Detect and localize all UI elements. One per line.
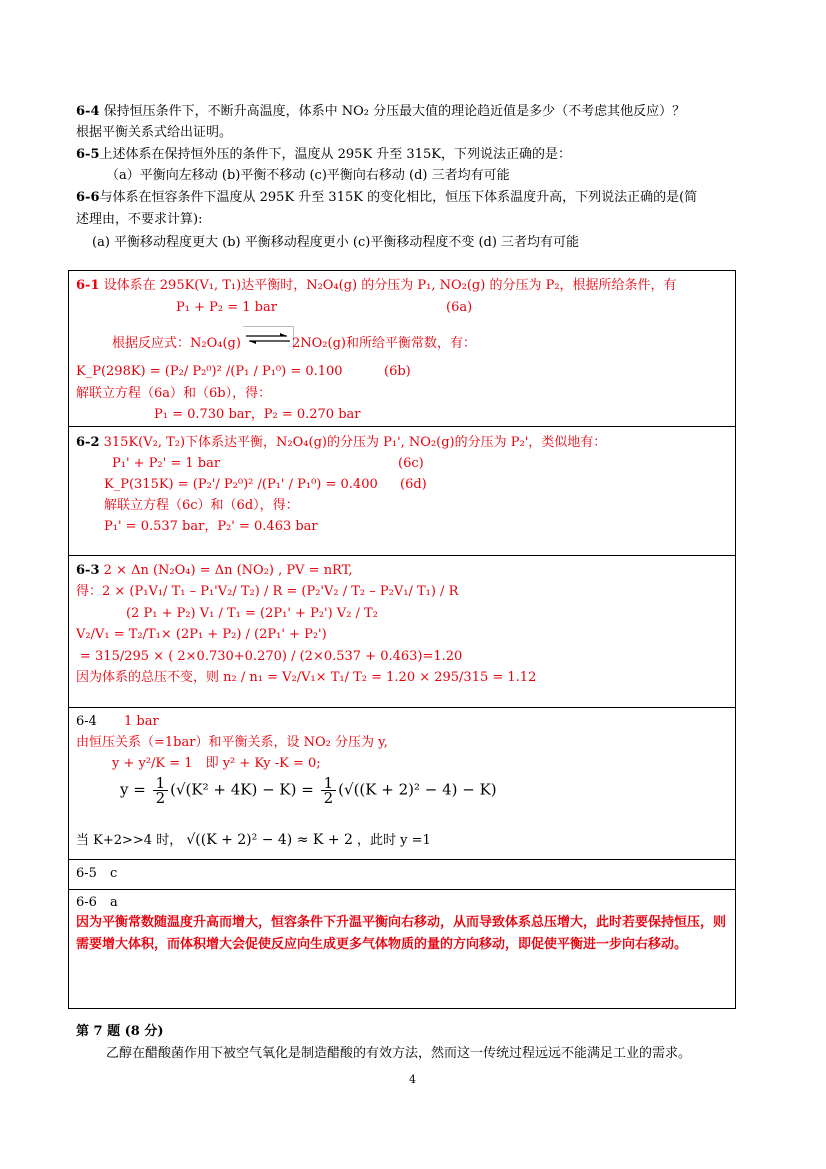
answer-box-6-5 bbox=[68, 859, 736, 890]
a61-solve: 解联立方程（6a）和（6b），得： bbox=[76, 386, 272, 401]
q64-label: 6-4 bbox=[76, 104, 100, 119]
a66-label: 6-6 bbox=[76, 895, 97, 910]
frac-numerator-2: 1 bbox=[321, 776, 337, 791]
a61-text: 设体系在 295K(V₁, T₁)达平衡时，N₂O₄(g) 的分压为 P₁, NO₂(g) 的分压为 P₂，根据所给条件，有 bbox=[103, 278, 677, 293]
q66-options: (a) 平衡移动程度更大 (b) 平衡移动程度更小 (c)平衡移动程度不变 (d) 三者均有可能 bbox=[92, 235, 580, 250]
page-number: 4 bbox=[409, 1073, 416, 1086]
a65-answer: c bbox=[110, 866, 118, 881]
a64-label: 6-4 bbox=[76, 714, 97, 729]
a61-reaction-suffix: 2NO₂(g)和所给平衡常数，有： bbox=[292, 336, 476, 351]
a63-line4: V₂/V₁ = T₂/T₁× (2P₁ + P₂) / (2P₁' + P₂') bbox=[76, 627, 327, 642]
a64-line2: y + y²/K = 1 即 y² + Ky -K = 0; bbox=[112, 756, 321, 771]
q64-line2: 根据平衡关系式给出证明。 bbox=[76, 125, 233, 140]
a66-answer: a bbox=[110, 895, 118, 910]
a61-eq-b-tag: (6b) bbox=[384, 364, 411, 379]
q66-text: 与体系在恒容条件下温度从 295K 升至 315K 的变化相比，恒压下体系温度升高，下列说法正确的是(简 bbox=[99, 190, 698, 205]
frac-denominator-2: 2 bbox=[323, 789, 334, 807]
a61-reaction-prefix: 根据反应式：N₂O₄(g) bbox=[112, 336, 241, 351]
a61-eq-a: P₁ + P₂ = 1 bar bbox=[176, 300, 277, 315]
a61-result: P₁ = 0.730 bar，P₂ = 0.270 bar bbox=[154, 407, 361, 422]
a62-line1 bbox=[76, 435, 606, 451]
a63-line6: 因为体系的总压不变，则 n₂ / n₁ = V₂/V₁× T₁/ T₂ = 1.20 × 295/315 = 1.12 bbox=[76, 670, 537, 685]
q65-text: 上述体系在保持恒外压的条件下，温度从 295K 升至 315K，下列说法正确的是： bbox=[99, 147, 571, 162]
a64-answer: 1 bar bbox=[124, 714, 159, 729]
eq-lhs: y = bbox=[120, 780, 146, 799]
q64-line1 bbox=[76, 104, 685, 120]
a62-text: 315K(V₂, T₂)下体系达平衡，N₂O₄(g)的分压为 P₁', NO₂(g)的分压为 P₂'，类似地有： bbox=[103, 435, 607, 450]
a62-eq-d-tag: (6d) bbox=[400, 477, 427, 492]
a63-text: 2 × Δn (N₂O₄) = Δn (NO₂) , PV = nRT, bbox=[103, 563, 353, 578]
q65-label: 6-5 bbox=[76, 147, 100, 162]
a62-result: P₁' = 0.537 bar，P₂' = 0.463 bar bbox=[104, 519, 318, 534]
q64-text: 保持恒压条件下，不断升高温度，体系中 NO₂ 分压最大值的理论趋近值是多少（不考虑其他反应）？ bbox=[103, 104, 686, 119]
a63-line2: 得：2 × (P₁V₁/ T₁ – P₁'V₂/ T₂) / R = (P₂'V₂ / T₂ – P₂V₁/ T₁) / R bbox=[76, 584, 459, 599]
a65-label: 6-5 bbox=[76, 866, 97, 881]
q65-line bbox=[76, 147, 571, 163]
a63-line3: (2 P₁ + P₂) V₁ / T₁ = (2P₁' + P₂') V₂ / T₂ bbox=[126, 606, 378, 621]
half-fraction-2 bbox=[321, 776, 337, 805]
q66-line1 bbox=[76, 190, 697, 206]
a62-eq-c-tag: (6c) bbox=[398, 456, 424, 471]
a66-reason: 因为平衡常数随温度升高而增大，恒容条件下升温平衡向右移动，从而导致体系总压增大，此时若要保持恒压，则需要增大体积，而体积增大会促使反应向生成更多气体物质的量的方向移动，即促使平衡进一步向右移动。 bbox=[76, 915, 727, 952]
a62-eq-c: P₁' + P₂' = 1 bar bbox=[112, 456, 221, 471]
eq-right: (√((K + 2)² − 4) − K) bbox=[338, 780, 497, 799]
a62-eq-d: K_P(315K) = (P₂'/ P₂⁰)² /(P₁' / P₁⁰) = 0.400 bbox=[104, 477, 378, 492]
q66-line2: 述理由，不要求计算): bbox=[76, 212, 203, 227]
eq-middle: (√(K² + 4K) − K) = bbox=[170, 780, 314, 799]
a61-eq-a-tag: (6a) bbox=[446, 300, 473, 315]
frac-denominator: 2 bbox=[155, 789, 166, 807]
q7-text: 乙醇在醋酸菌作用下被空气氧化是制造醋酸的有效方法，然而这一传统过程远远不能满足工业的需求。 bbox=[106, 1046, 692, 1061]
a64-line4-expr: √((K + 2)² − 4) ≈ K + 2 bbox=[186, 832, 353, 848]
a63-line1 bbox=[76, 563, 353, 579]
a64-line4-prefix: 当 K+2>>4 时， bbox=[76, 833, 183, 848]
a64-line4-suffix: ，此时 y =1 bbox=[357, 833, 431, 848]
a64-equation bbox=[120, 776, 497, 805]
equilibrium-arrows-icon bbox=[243, 326, 294, 349]
a62-label: 6-2 bbox=[76, 435, 100, 450]
a61-label: 6-1 bbox=[76, 278, 100, 293]
q7-title: 第 7 题 (8 分) bbox=[76, 1024, 164, 1039]
a61-eq-b: K_P(298K) = (P₂/ P₂⁰)² /(P₁ / P₁⁰) = 0.100 bbox=[76, 364, 343, 379]
q66-label: 6-6 bbox=[76, 190, 100, 205]
a64-line1: 由恒压关系（=1bar）和平衡关系，设 NO₂ 分压为 y, bbox=[76, 735, 388, 750]
a63-label: 6-3 bbox=[76, 563, 100, 578]
frac-numerator: 1 bbox=[153, 776, 169, 791]
a62-solve: 解联立方程（6c）和（6d），得： bbox=[104, 498, 299, 513]
a63-line5: = 315/295 × ( 2×0.730+0.270) / (2×0.537 + 0.463)=1.20 bbox=[80, 649, 463, 664]
q65-options: （a）平衡向左移动 (b)平衡不移动 (c)平衡向右移动 (d) 三者均有可能 bbox=[106, 168, 510, 183]
a64-line4 bbox=[76, 832, 431, 849]
half-fraction bbox=[153, 776, 169, 805]
a61-line1 bbox=[76, 278, 677, 294]
